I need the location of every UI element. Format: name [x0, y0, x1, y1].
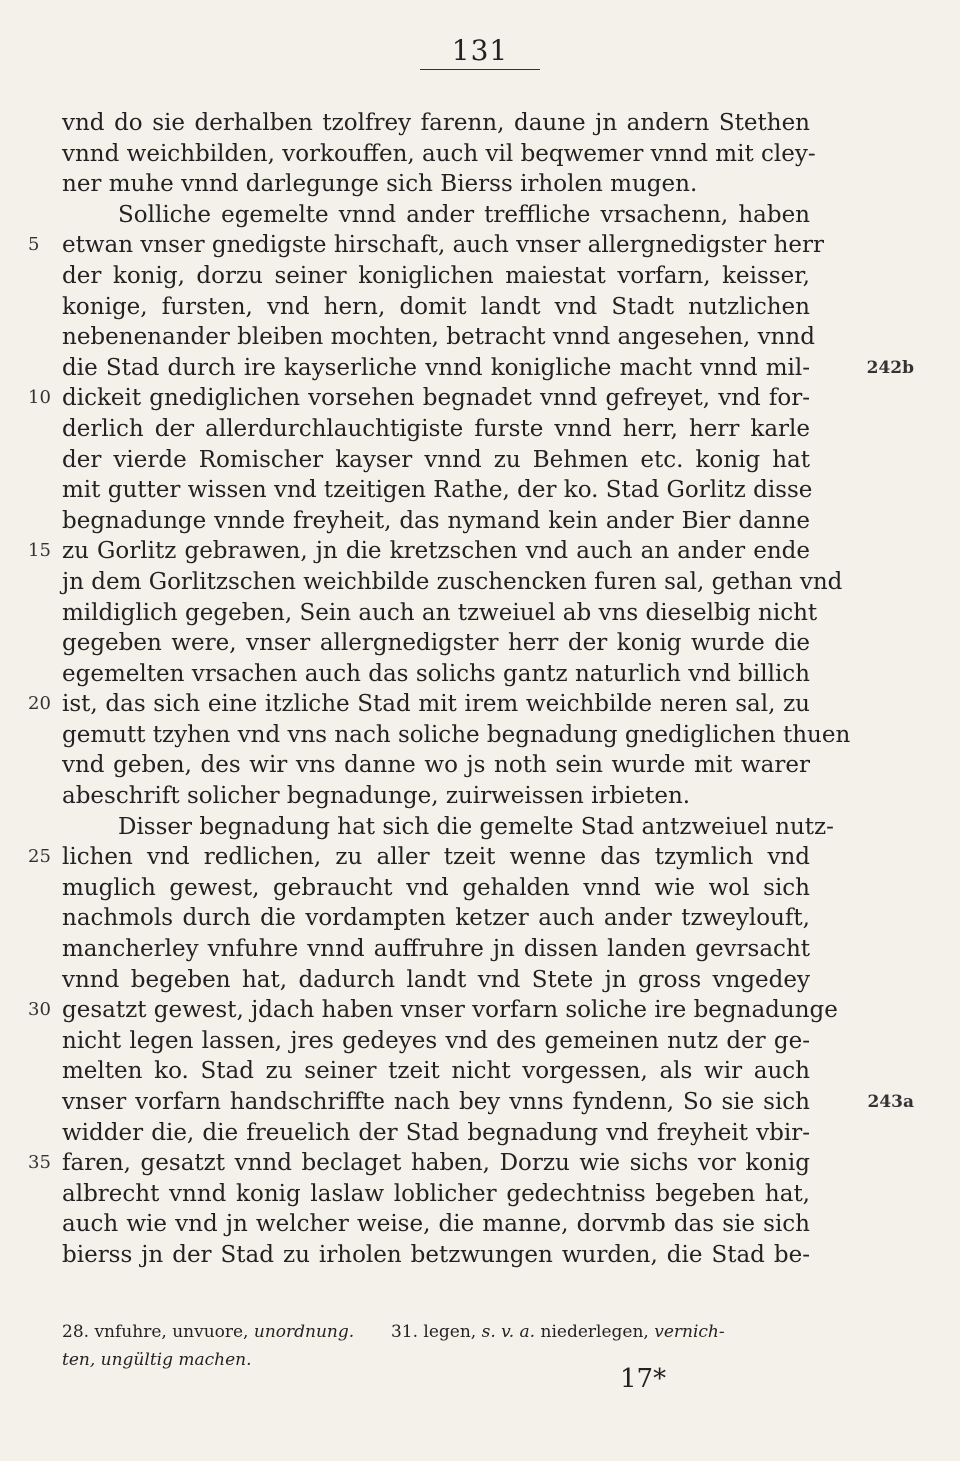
line-text: nachmols durch die vordampten ketzer auch ander tzweylouft, — [62, 905, 810, 932]
folio-marker: 242b — [866, 357, 914, 378]
text-line — [62, 506, 810, 537]
text-line — [28, 383, 810, 414]
line-text: widder die, die freuelich der Stad begnadung vnd freyheit vbir- — [62, 1119, 810, 1146]
line-text: vnnd weichbilden, vorkouffen, auch vil beqwemer vnnd mit cley- — [62, 140, 816, 167]
text-line — [62, 475, 813, 506]
text-line — [62, 1118, 810, 1149]
line-text: Solliche egemelte vnnd ander treffliche vrsachenn, haben — [118, 201, 810, 228]
text-line — [62, 598, 818, 629]
line-text: gesatzt gewest, jdach haben vnser vorfarn soliche ire begnadunge — [62, 997, 838, 1024]
text-line — [62, 200, 810, 231]
text-line — [62, 965, 810, 996]
text-line — [28, 842, 810, 873]
text-line — [62, 903, 810, 934]
line-text: derlich der allerdurchlauchtigiste furste vnnd herr, herr karle — [62, 415, 810, 442]
line-text: mit gutter wissen vnd tzeitigen Rathe, der ko. Stad Gorlitz disse — [62, 477, 813, 504]
line-text: dickeit gnediglichen vorsehen begnadet vnnd gefreyet, vnd for- — [62, 385, 810, 412]
line-text: nicht legen lassen, jres gedeyes vnd des gemeinen nutz der ge- — [62, 1027, 810, 1054]
footnote-31-meaning-b: ten, ungültig machen. — [62, 1350, 252, 1370]
line-number: 35 — [28, 1152, 51, 1174]
page-number: 131 — [451, 34, 509, 67]
line-text: egemelten vrsachen auch das solichs gantz naturlich vnd billich — [62, 660, 810, 687]
line-text: zu Gorlitz gebrawen, jn die kretzschen vnd auch an ander ende — [62, 538, 810, 565]
text-line — [62, 934, 810, 965]
line-text: ist, das sich eine itzliche Stad mit irem weichbilde neren sal, zu — [62, 691, 810, 718]
text-line — [62, 353, 914, 384]
text-line — [62, 628, 810, 659]
footnote-31-number: 31. — [390, 1322, 419, 1342]
footnote-28-text: vnfuhre, unvuore, — [94, 1322, 249, 1342]
text-line — [62, 720, 851, 751]
line-text: vnser vorfarn handschriffte nach bey vnns fyndenn, So sie sich — [62, 1089, 810, 1115]
footnote-28-number: 28. — [62, 1322, 90, 1342]
line-text: mancherley vnfuhre vnnd auffruhre jn dissen landen gevrsacht — [62, 936, 810, 963]
line-text: mildiglich gegeben, Sein auch an tzweiuel ab vns dieselbig nicht — [62, 599, 818, 626]
text-line — [62, 567, 843, 598]
line-text: begnadunge vnnde freyheit, das nymand kein ander Bier danne — [62, 507, 810, 534]
line-text: jn dem Gorlitzschen weichbilde zuschencken furen sal, gethan vnd — [62, 568, 843, 595]
text-line — [62, 873, 810, 904]
line-text: der vierde Romischer kayser vnnd zu Behmen etc. konig hat — [62, 446, 810, 473]
text-line — [62, 812, 834, 843]
text-line — [62, 414, 810, 445]
line-text: die Stad durch ire kayserliche vnnd konigliche macht vnnd mil- — [62, 354, 810, 381]
text-line — [62, 445, 810, 476]
line-number: 10 — [28, 387, 51, 409]
folio-marker: 243a — [867, 1092, 914, 1112]
line-text: albrecht vnnd konig laslaw loblicher gedechtniss begeben hat, — [62, 1180, 810, 1207]
line-text: nebenenander bleiben mochten, betracht vnnd angesehen, vnnd — [62, 324, 815, 351]
line-text: melten ko. Stad zu seiner tzeit nicht vorgessen, als wir auch — [62, 1058, 810, 1085]
footnote-line-2 — [62, 1346, 802, 1374]
text-line — [62, 108, 810, 139]
text-line — [62, 322, 815, 353]
footnotes — [62, 1318, 802, 1374]
text-line — [62, 1056, 810, 1087]
page-number-rule — [420, 69, 540, 70]
line-text: muglich gewest, gebraucht vnd gehalden vnnd wie wol sich — [62, 874, 810, 901]
line-text: abeschrift solicher begnadunge, zuirweissen irbieten. — [62, 783, 691, 810]
text-line — [28, 230, 824, 261]
line-text: faren, gesatzt vnnd beclaget haben, Dorzu wie sichs vor konig — [62, 1150, 810, 1177]
text-line — [28, 689, 810, 720]
text-line — [62, 750, 810, 781]
line-text: vnd geben, des wir vns danne wo js noth sein wurde mit warer — [62, 752, 810, 779]
text-line — [62, 139, 816, 170]
text-line — [62, 1179, 810, 1210]
text-line — [62, 1026, 810, 1057]
text-line — [62, 169, 810, 200]
text-line — [62, 1087, 914, 1118]
text-line — [28, 536, 810, 567]
footnote-28-meaning: unordnung. — [253, 1322, 355, 1342]
line-text: vnd do sie derhalben tzolfrey farenn, daune jn andern Stethen — [62, 110, 810, 136]
line-text: ner muhe vnnd darlegunge sich Bierss irholen mugen. — [62, 171, 698, 198]
printer-signature: 17* — [620, 1364, 667, 1394]
main-text — [28, 108, 914, 1271]
line-text: etwan vnser gnedigste hirschaft, auch vnser allergnedigster herr — [62, 232, 824, 259]
footnote-31-ref: s. v. a. — [481, 1322, 536, 1342]
footnote-31-word: niederlegen, — [540, 1322, 649, 1342]
line-number: 25 — [28, 846, 51, 868]
line-text: auch wie vnd jn welcher weise, die manne, dorvmb das sie sich — [62, 1211, 810, 1238]
text-line — [62, 781, 810, 812]
line-number: 20 — [28, 693, 51, 715]
text-line — [28, 1148, 810, 1179]
footnote-31-text: legen, — [423, 1322, 477, 1342]
text-line — [62, 292, 810, 323]
line-number: 15 — [28, 540, 51, 562]
line-text: vnnd begeben hat, dadurch landt vnd Stete jn gross vngedey — [62, 966, 810, 993]
line-text: lichen vnd redlichen, zu aller tzeit wenne das tzymlich vnd — [62, 844, 810, 871]
line-number: 5 — [28, 234, 40, 256]
footnote-31-meaning-a: vernich- — [654, 1322, 725, 1342]
line-number: 30 — [28, 999, 51, 1021]
text-line — [62, 1240, 810, 1271]
line-text: bierss jn der Stad zu irholen betzwungen wurden, die Stad be- — [62, 1241, 810, 1268]
line-text: gemutt tzyhen vnd vns nach soliche begnadung gnediglichen thuen — [62, 721, 851, 748]
line-text: der konig, dorzu seiner koniglichen maiestat vorfarn, keisser, — [62, 262, 810, 289]
line-text: konige, fursten, vnd hern, domit landt vnd Stadt nutzlichen — [62, 293, 810, 320]
line-text: gegeben were, vnser allergnedigster herr der konig wurde die — [62, 630, 810, 657]
text-line — [28, 995, 838, 1026]
text-line — [62, 1209, 810, 1240]
text-line — [62, 659, 810, 690]
text-line — [62, 261, 810, 292]
footnote-line-1 — [62, 1318, 802, 1346]
line-text: Disser begnadung hat sich die gemelte Stad antzweiuel nutz- — [118, 813, 834, 840]
